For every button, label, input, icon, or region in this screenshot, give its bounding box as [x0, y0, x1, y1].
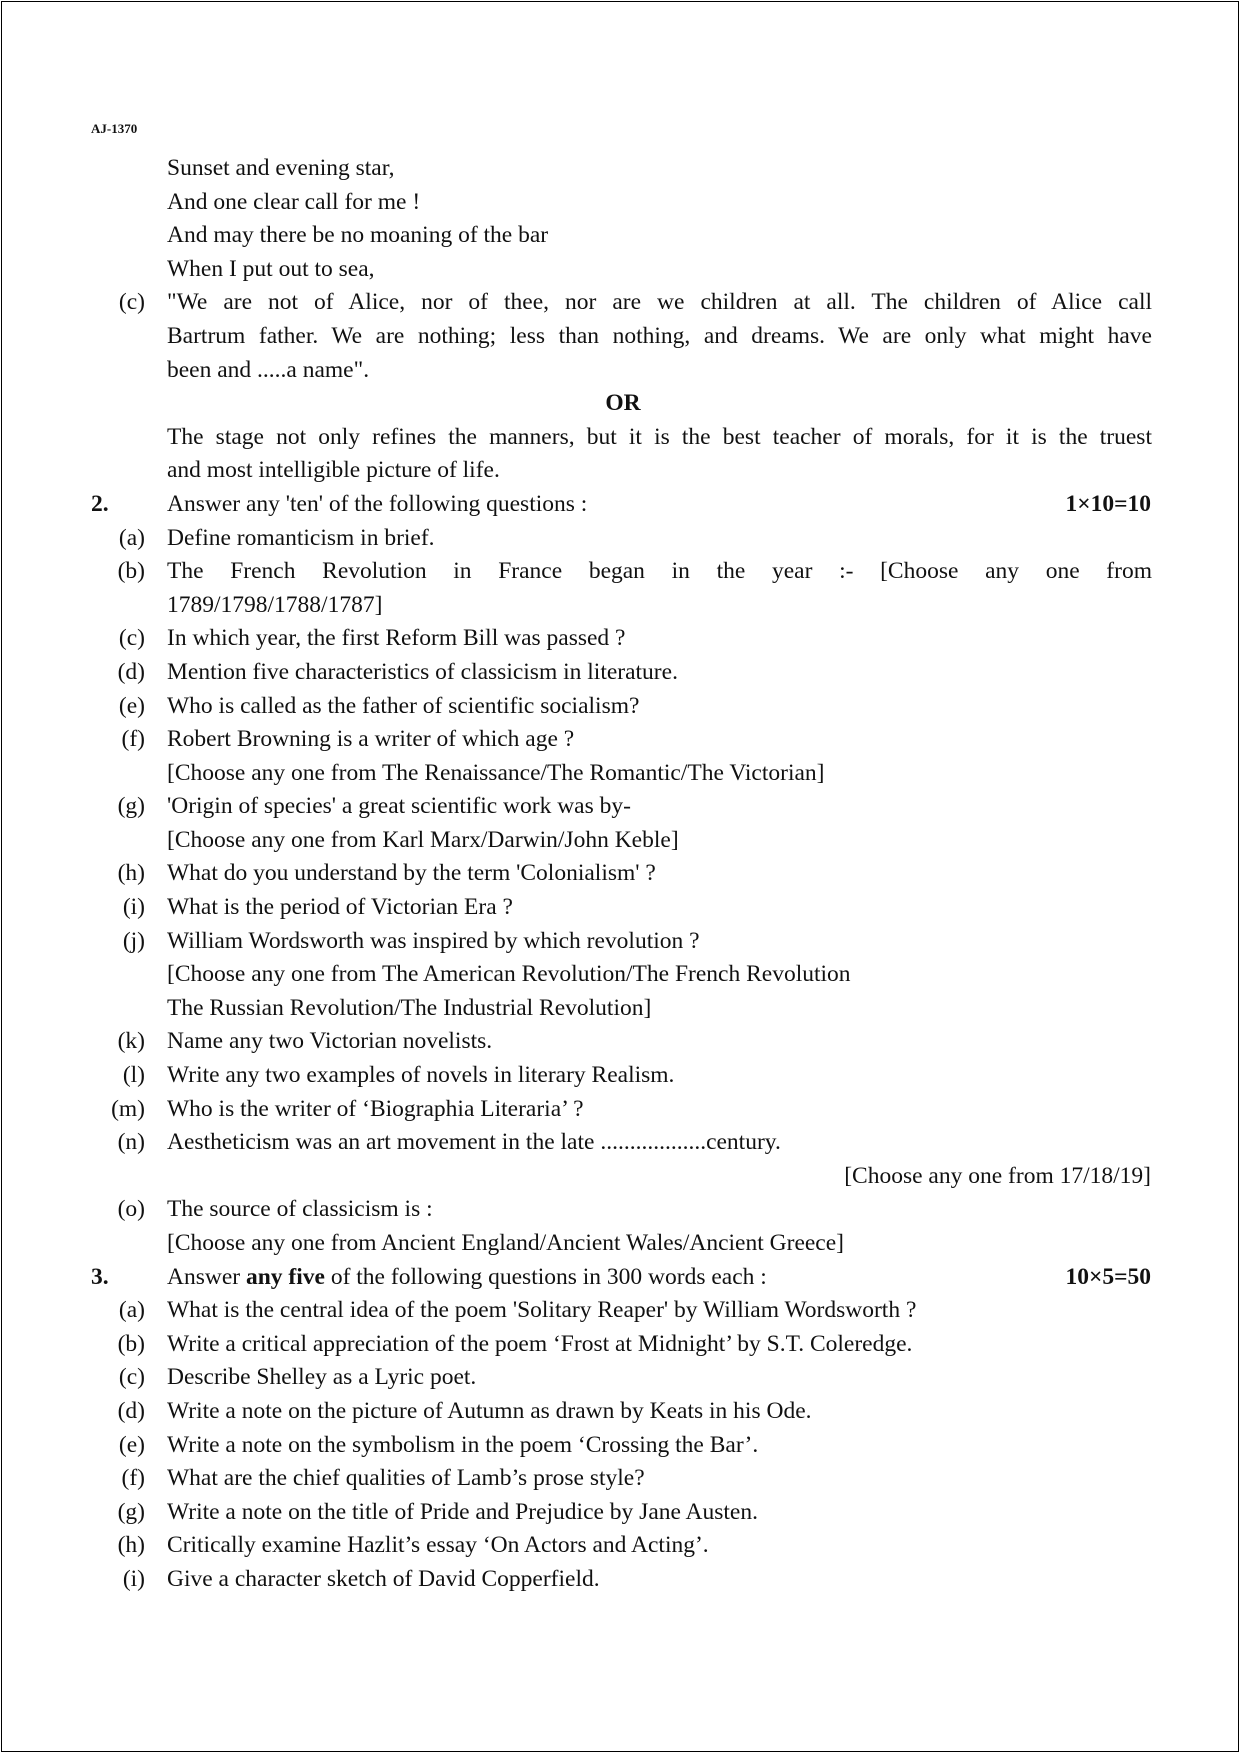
or-text-line: The stage not only refines the manners, but it is the best teacher of morals, for it is the truest: [167, 423, 1152, 450]
q2-item: (d) Mention five characteristics of classicism in literature.: [117, 658, 678, 685]
q2-item: (h) What do you understand by the term 'Colonialism' ?: [117, 860, 656, 887]
q3-item: (a) What is the central idea of the poem 'Solitary Reaper' by William Wordsworth ?: [118, 1297, 917, 1324]
q2-item-cont: [Choose any one from The American Revolution/The French Revolution: [167, 961, 851, 988]
item-label: (c): [118, 289, 145, 316]
q2-item: (o) The source of classicism is :: [117, 1196, 433, 1223]
or-separator: OR: [605, 390, 641, 417]
q2-item: (b) The French Revolution in France began in the year :- [Choose any one from: [117, 558, 1152, 585]
or-text-line: and most intelligible picture of life.: [167, 457, 500, 484]
exam-page: [1, 1, 1239, 1752]
q1c-line: Bartrum father. We are nothing; less than nothing, and dreams. We are only what might have: [167, 322, 1152, 349]
q3-item: (b) Write a critical appreciation of the poem ‘Frost at Midnight’ by S.T. Coleredge.: [117, 1330, 913, 1357]
q3-item: (e) Write a note on the symbolism in the poem ‘Crossing the Bar’.: [118, 1431, 759, 1458]
paper-code: AJ-1370: [91, 121, 138, 136]
q2-item-cont: [Choose any one from Karl Marx/Darwin/John Keble]: [167, 826, 679, 853]
question-number: 2.: [91, 490, 109, 517]
question-content: [2, 152, 1240, 1597]
q2-item: (f) Robert Browning is a writer of which age ?: [121, 726, 575, 753]
q1c-line: (c) "We are not of Alice, nor of thee, nor are we children at all. The children of Alice call: [2, 286, 1240, 320]
q3-item: (i) Give a character sketch of David Copperfield.: [122, 1565, 600, 1592]
q3-item: (g) Write a note on the title of Pride and Prejudice by Jane Austen.: [117, 1498, 758, 1525]
q2-item-cont: [Choose any one from Ancient England/Ancient Wales/Ancient Greece]: [167, 1230, 844, 1256]
question-instruction: Answer any 'ten' of the following questions :: [167, 490, 588, 517]
q2-item: (a) Define romanticism in brief.: [118, 524, 435, 551]
q3-heading: [2, 1261, 1240, 1295]
q2-item: (j) William Wordsworth was inspired by which revolution ?: [122, 927, 700, 954]
question-number: 3.: [91, 1263, 109, 1290]
q3-item: (d) Write a note on the picture of Autumn as drawn by Keats in his Ode.: [117, 1397, 812, 1424]
q2-item-cont: [Choose any one from The Renaissance/The Romantic/The Victorian]: [167, 759, 825, 786]
q2-item: (i) What is the period of Victorian Era ?: [122, 894, 513, 921]
q2-heading: [2, 488, 1240, 522]
poem-line: And may there be no moaning of the bar: [167, 222, 549, 249]
q3-item: (h) Critically examine Hazlit’s essay ‘On Actors and Acting’.: [117, 1532, 709, 1559]
q2-item: (k) Name any two Victorian novelists.: [117, 1028, 493, 1055]
poem-line: When I put out to sea,: [167, 255, 375, 282]
q2-item: (c) In which year, the first Reform Bill was passed ?: [118, 625, 626, 652]
q2-item-cont: The Russian Revolution/The Industrial Revolution]: [167, 994, 652, 1021]
q2-item: (n) Aestheticism was an art movement in the late ..................century.: [117, 1129, 781, 1156]
q2-item-cont: [Choose any one from 17/18/19]: [844, 1162, 1151, 1189]
q3-item: (c) Describe Shelley as a Lyric poet.: [118, 1364, 477, 1391]
q2-item: (l) Write any two examples of novels in literary Realism.: [122, 1062, 675, 1089]
question-marks: 10×5=50: [1065, 1263, 1151, 1290]
poem-line: And one clear call for me !: [167, 188, 421, 215]
q2-item-cont: 1789/1798/1788/1787]: [167, 591, 383, 618]
poem-line: Sunset and evening star,: [167, 155, 395, 181]
question-instruction: Answer any five of the following questions in 300 words each :: [167, 1263, 767, 1290]
q2-item: (m) Who is the writer of ‘Biographia Literaria’ ?: [111, 1095, 584, 1122]
q2-item: (g) 'Origin of species' a great scientific work was by-: [117, 793, 631, 820]
q2-item: (e) Who is called as the father of scientific socialism?: [118, 692, 640, 719]
q3-item: (f) What are the chief qualities of Lamb’s prose style?: [121, 1465, 645, 1492]
question-marks: 1×10=10: [1065, 490, 1151, 517]
q1c-line: been and .....a name".: [167, 356, 370, 383]
